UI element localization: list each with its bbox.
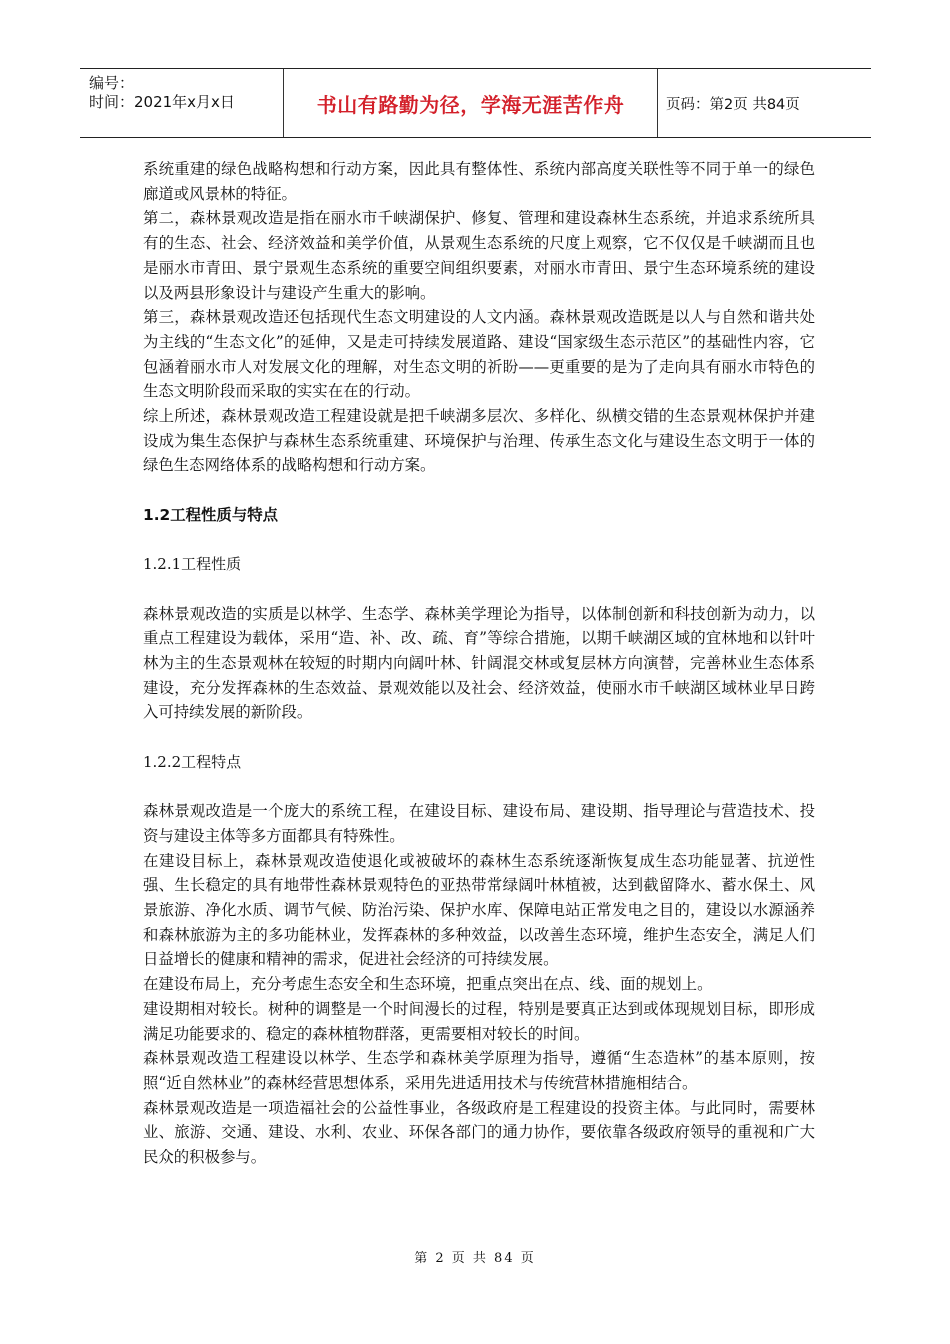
paragraph: 第三，森林景观改造还包括现代生态文明建设的人文内涵。森林景观改造既是以人与自然和谐共处为主线的“生态文化”的延伸，又是走可持续发展道路、建设“国家级生态示范区”的基础性内容，它包涵着丽水市人对发展文化的理解，对生态文明的祈盼——更重要的是为了走向具有丽水市特色的生态文明阶段而采取的实实在在的行动。: [143, 308, 815, 401]
subsection-heading: 1.2.1工程性质: [143, 555, 242, 574]
subsection-heading: 1.2.2工程特点: [143, 752, 242, 771]
paragraph: 建设期相对较长。树种的调整是一个时间漫长的过程，特别是要真正达到或体现规划目标，即形成满足功能要求的、稳定的森林植物群落，更需要相对较长的时间。: [143, 999, 815, 1043]
header-motto-cell: [284, 69, 658, 137]
paragraph: 森林景观改造工程建设以林学、生态学和森林美学原理为指导，遵循“生态造林”的基本原则，按照“近自然林业”的森林经营思想体系，采用先进适用技术与传统营林措施相结合。: [143, 1049, 815, 1092]
paragraph: 在建设目标上，森林景观改造使退化或被破坏的森林生态系统逐渐恢复成生态功能显著、抗逆性强、生长稳定的具有地带性森林景观特色的亚热带常绿阔叶林植被，达到截留降水、蓄水保土、风景旅游、净化水质、调节气候、防治污染、保护水库、保障电站正常发电之目的，建设以水源涵养和森林旅游为主的多功能林业，发挥森林的多种效益，以改善生态环境，维护生态安全，满足人们日益增长的健康和精神的需求，促进社会经济的可持续发展。: [143, 851, 815, 969]
page-header: [80, 68, 871, 138]
header-page-info: 页码：第2页 共84页: [666, 96, 800, 113]
header-motto: 书山有路勤为径，学海无涯苦作舟: [316, 92, 625, 117]
document-body: [143, 157, 815, 1170]
header-left-cell: [80, 69, 284, 137]
code-label: 编号：: [89, 74, 135, 92]
paragraph: 森林景观改造是一个庞大的系统工程，在建设目标、建设布局、建设期、指导理论与营造技术、投资与建设主体等多方面都具有特殊性。: [143, 802, 815, 845]
page-footer: 第 2 页 共 84 页: [414, 1251, 536, 1266]
paragraph: 综上所述，森林景观改造工程建设就是把千峡湖多层次、多样化、纵横交错的生态景观林保护并建设成为集生态保护与森林生态系统重建、环境保护与治理、传承生态文化与建设生态文明于一体的绿色生态网络体系的战略构想和行动方案。: [143, 407, 815, 475]
paragraph: 森林景观改造是一项造福社会的公益性事业，各级政府是工程建设的投资主体。与此同时，需要林业、旅游、交通、建设、水利、农业、环保各部门的通力协作，要依靠各级政府领导的重视和广大民众的积极参与。: [143, 1098, 815, 1167]
time-label: 时间：2021年x月x日: [89, 93, 235, 111]
paragraph: 森林景观改造的实质是以林学、生态学、森林美学理论为指导，以体制创新和科技创新为动力，以重点工程建设为载体，采用“造、补、改、疏、育”等综合措施，以期千峡湖区域的宜林地和以针叶林为主的生态景观林在较短的时期内向阔叶林、针阔混交林或复层林方向演替，完善林业生态体系建设，充分发挥森林的生态效益、景观效能以及社会、经济效益，使丽水市千峡湖区域林业早日跨入可持续发展的新阶段。: [143, 604, 815, 722]
section-heading: 1.2工程性质与特点: [143, 505, 278, 524]
paragraph: 第二，森林景观改造是指在丽水市千峡湖保护、修复、管理和建设森林生态系统，并追求系统所具有的生态、社会、经济效益和美学价值，从景观生态系统的尺度上观察，它不仅仅是千峡湖而且也是丽水市青田、景宁景观生态系统的重要空间组织要素，对丽水市青田、景宁生态环境系统的建设以及两县形象设计与建设产生重大的影响。: [143, 209, 815, 302]
paragraph: 系统重建的绿色战略构想和行动方案，因此具有整体性、系统内部高度关联性等不同于单一的绿色廊道或风景林的特征。: [143, 160, 815, 203]
paragraph: 在建设布局上，充分考虑生态安全和生态环境，把重点突出在点、线、面的规划上。: [143, 975, 713, 994]
